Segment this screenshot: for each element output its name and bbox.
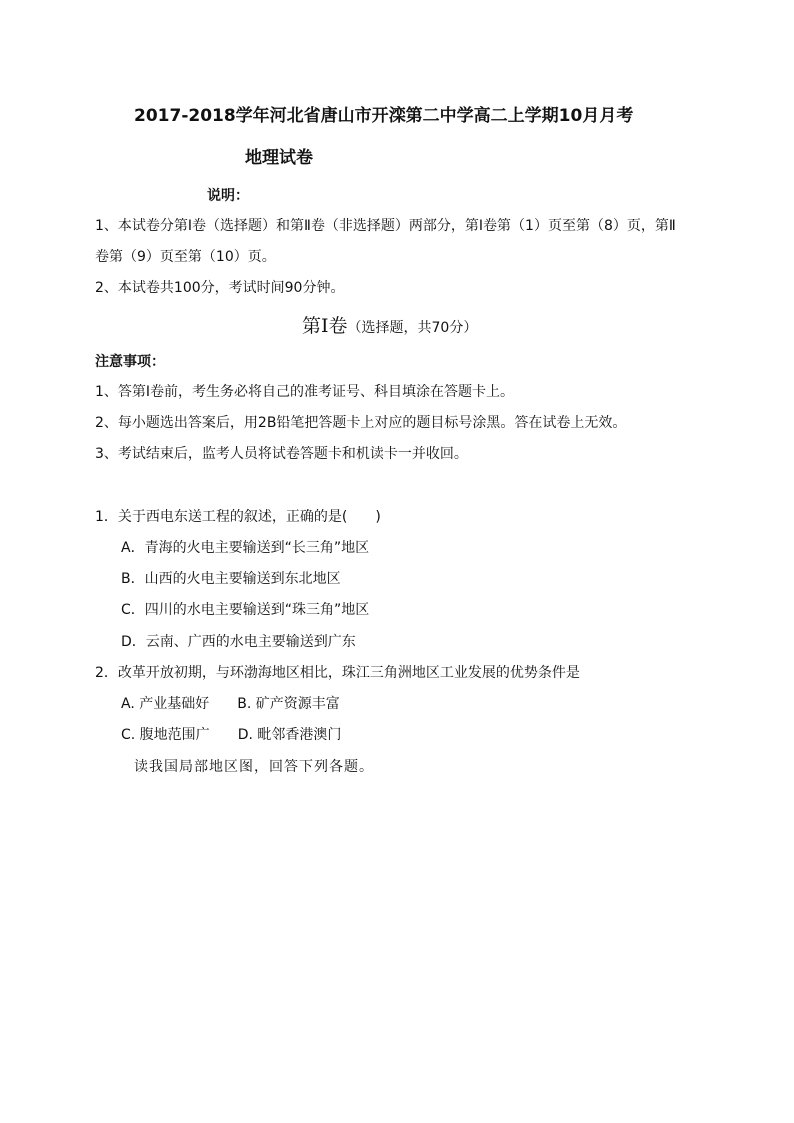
notes-label: 注意事项： [95,354,165,370]
section-1-note: （选择题，共70分） [347,320,478,336]
map-caption: 读我国局部地区图，回答下列各题。 [134,759,374,775]
instruction-item-1-line-2: 卷第（9）页至第（10）页。 [95,249,276,265]
note-item-1: 1、答第Ⅰ卷前，考生务必将自己的准考证号、科目填涂在答题卡上。 [95,384,515,400]
question-2-option-b: B. 矿产资源丰富 [237,696,340,712]
question-1-option-d: D．云南、广西的水电主要输送到广东 [121,634,356,650]
question-1-stem: 1．关于西电东送工程的叙述，正确的是( ) [95,509,381,525]
question-2-option-d: D. 毗邻香港澳门 [237,727,342,743]
note-item-2: 2、每小题选出答案后，用2B铅笔把答题卡上对应的题目标号涂黑。答在试卷上无效。 [95,415,627,431]
instruction-item-1-line-1: 1、本试卷分第Ⅰ卷（选择题）和第Ⅱ卷（非选择题）两部分，第Ⅰ卷第（1）页至第（8）页，第Ⅱ [95,218,676,234]
question-2-option-a: A. 产业基础好 [121,696,210,712]
question-1-option-c: C．四川的水电主要输送到“珠三角”地区 [121,602,370,618]
note-item-3: 3、考试结束后，监考人员将试卷答题卡和机读卡一并收回。 [95,446,468,462]
question-2-option-row-2 [121,725,341,745]
question-1-option-b: B．山西的火电主要输送到东北地区 [121,571,341,587]
exam-subtitle: 地理试卷 [245,148,313,168]
question-2-option-c: C. 腹地范围广 [121,727,210,743]
exam-title: 2017-2018学年河北省唐山市开滦第二中学高二上学期10月月考 [134,106,634,126]
instructions-label: 说明： [207,188,249,204]
instruction-item-2: 2、本试卷共100分，考试时间90分钟。 [95,280,345,296]
question-2-option-row-1 [121,694,340,714]
section-1-heading [302,313,477,341]
question-1-option-a: A．青海的火电主要输送到“长三角”地区 [121,540,370,556]
question-2-stem: 2．改革开放初期，与环渤海地区相比，珠江三角洲地区工业发展的优势条件是 [95,665,580,681]
section-1-title: 第Ⅰ卷 [302,315,348,337]
